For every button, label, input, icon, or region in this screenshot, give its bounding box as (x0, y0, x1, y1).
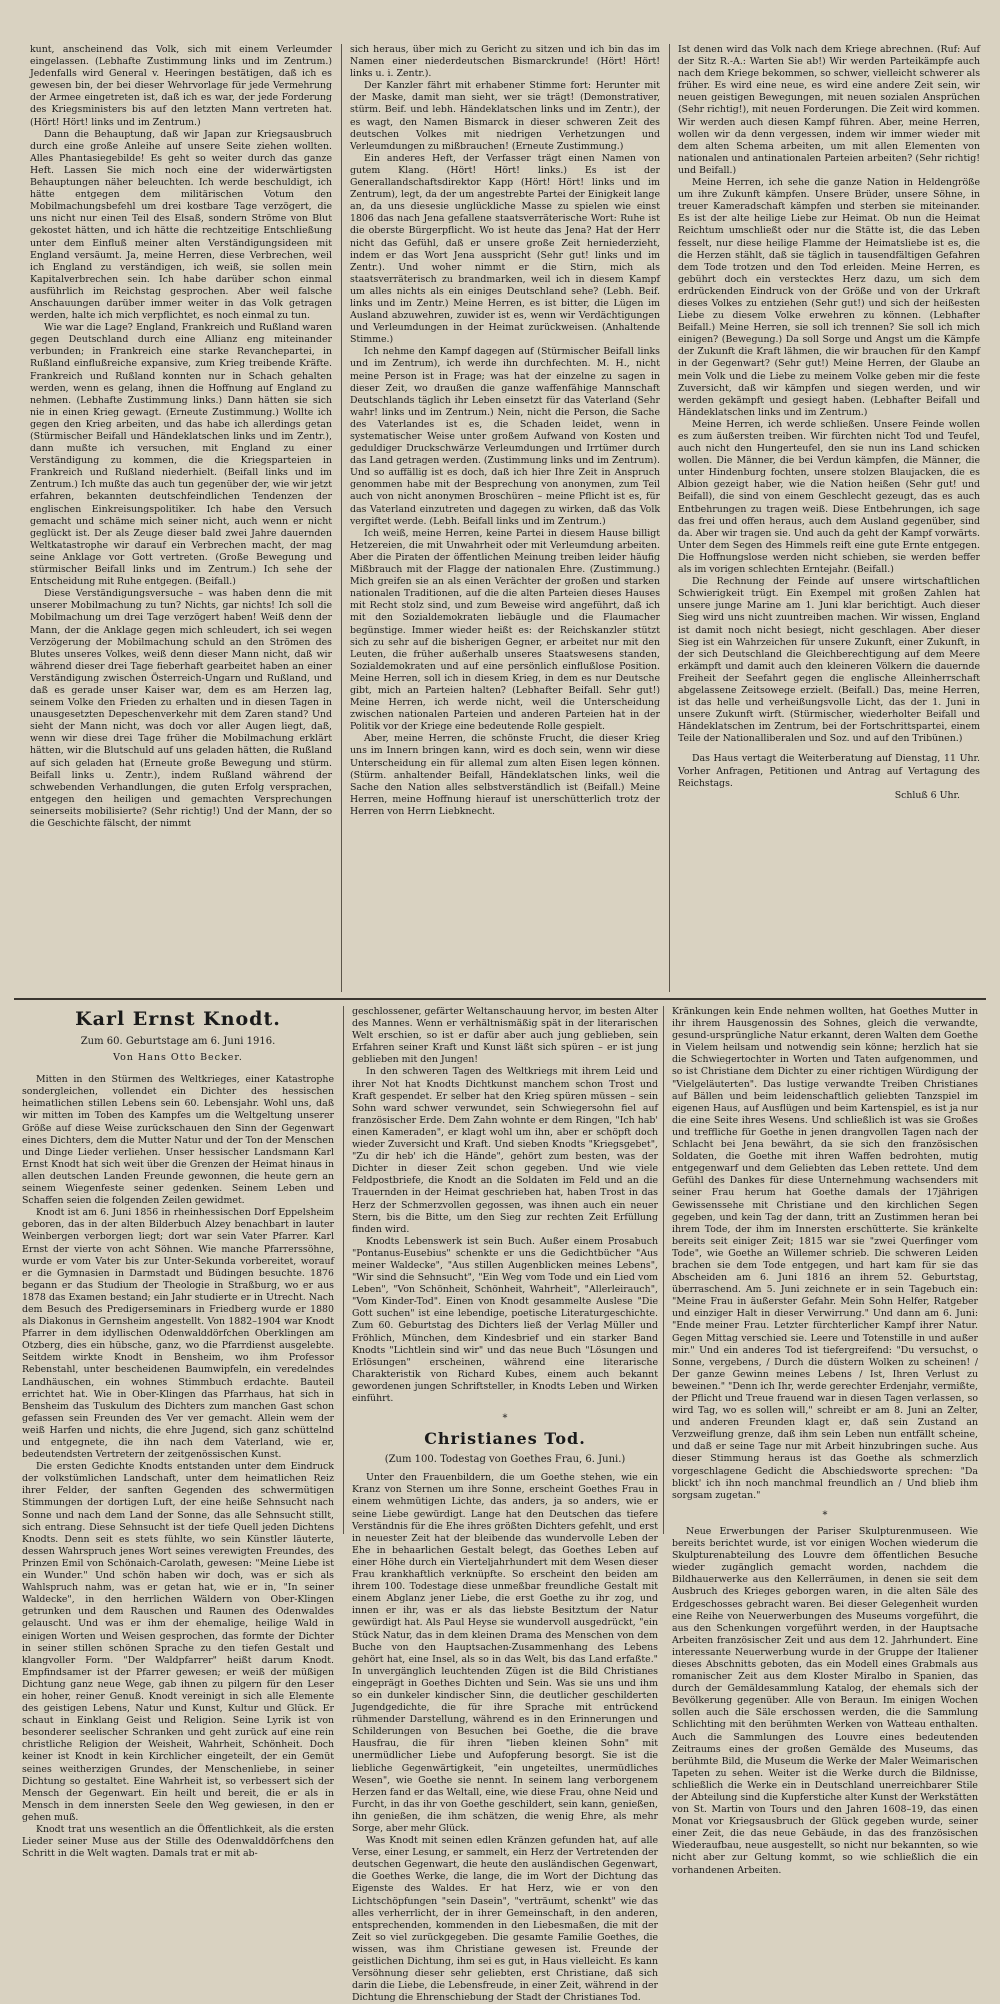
closing-time: Schluß 6 Uhr. (894, 789, 960, 801)
article-author: Von Hans Otto Becker. (113, 1052, 243, 1064)
feuilleton-column-1 (22, 1006, 334, 1860)
paragraph: sich heraus, über mich zu Gericht zu sitzen und ich bin das im Namen einer niederdeutschen Bismarckrunde! (Hört! Hört! links u. i. Zentr.). (350, 44, 660, 80)
paragraph: Kränkungen kein Ende nehmen wollten, hat Goethes Mutter in ihr ihrem Hausgenossin des Sohnes, gleich die verwandte, gesund-ursprüngliche Natur erkannt, deren Walten dem Goethe in Vielem heilsam und notwendig sein könne; herzlich hat sie die Schwiegertochter in Worten und Taten aufgenommen, und so ist Christiane dem Dichter zu einer richtigen Würdigung der "Vielgeläuterten". Das lustige verwandte Treiben Christianes auf Bällen und beim leidenschaftlich geliebten Tanzspiel im eigenen Haus, auf Ausflügen und beim Kartenspiel, es ist ja nur die eine Seite ihres Wesens. Und schließlich ist was sie Großes und treffliche für Goethe in jenen drangvollen Tagen nach der Schlacht bei Jena bewährt, da sie sich den französischen Soldaten, die Goethe mit ihren Waffen bedrohten, mutig entgegenwarf und dem Geliebten das Leben rettete. Und dem Gefühl des Dankes für diese Unternehmung wachsenders mit seiner Frau herum hat Goethe damals der 17jährigen Gewissenssehe mit Christiane und den kirchlichen Segen gegeben, und kein Tag der dann, tritt an Zustimmen heran bei ihrem Tode, der ihm im Innersten erschütterte. Sie kränkelte bereits seit einiger Zeit; 1815 war sie "zwei Querfinger vom Tode", wie Goethe an Willemer schrieb. Die schweren Leiden brachen sie dem Tode entgegen, und hart kam für sie das Abscheiden am 6. Juni 1816 an ihrem 52. Geburtstag, überraschend. Am 5. Juni zeichnete er in sein Tagebuch ein: "Meine Frau in äußerster Gefahr. Mein Sohn Helfer, Ratgeber und einziger Halt in dieser Verwirrung." Und dann am 6. Juni: "Ende meiner Frau. Letzter fürchterlicher Kampf ihrer Natur. Gegen Mittag verschied sie. Leere und Totenstille in und außer mir." Und ein anderes Tod ist tiefergreifend: "Du versuchst, o Sonne, vergebens, / Durch die düstern Wolken zu scheinen! / Der ganze Gewinn meines Lebens / Ist, Ihren Verlust zu beweinen." "Denn ich Ihr, werde gerechter Erdenjahr, vermißte, der Pflicht und Treue frauend war in diesen Tagen verlassen, so wird Tag, wo es sollen will," schreibt er am 8. Juni an Zelter, und anderen Freunden klagt er, daß sein Zustand an Verzweiflung grenze, daß ihm sein Leben nun entfällt scheine, und daß er seine Tage nur mit Arbeit hinzubringen suche. Aus dieser Stimmung heraus ist das Goethe als schmerzlich vorgeschlagene Gedicht die Abschiedsworte sprechen: "Da blickt' ich ihn noch manchmal freundlich an / Und blieb ihm sorgsam zugetan." (672, 1006, 978, 1501)
section-divider (14, 998, 986, 1000)
paragraph: Die Rechnung der Feinde auf unsere wirtschaftlichen Schwierigkeit trügt. Ein Exempel mit großen Zahlen hat unsere junge Marine am 1. Juni klar berichtigt. Auch dieser Sieg wird uns nicht zuuntreiben machen. Wir wissen, England ist damit noch nicht besiegt, nicht geschlagen. Aber dieser Sieg ist ein Wahrzeichen für unsere Zukunft, einer Zukunft, in der sich Deutschland die Gleichberechtigung auf dem Meere erkämpft und damit auch den kleineren Völkern die dauernde Freiheit der Seefahrt gegen die englische Alleinherrschaft abgelassene Zeitsowege erzielt. (Beifall.) Das, meine Herren, ist das helle und verheißungsvolle Licht, das der 1. Juni in unsere Zukunft wirft. (Stürmischer, wiederholter Beifall und Händeklatschen im Zentrum, bei der Fortschrittspartei, einem Teile der Nationalliberalen und Soz. und auf den Tribünen.) (678, 576, 980, 745)
feuilleton-section (14, 1006, 986, 2004)
closing-note: Das Haus vertagt die Weiterberatung auf Dienstag, 11 Uhr. Vorher Anfragen, Petitionen und Antrag auf Vertagung des Reichstags. (678, 753, 980, 789)
paragraph: Die ersten Gedichte Knodts entstanden unter dem Eindruck der volkstümlichen Landschaft, unter dem heimatlichen Reiz ihrer Felder, der sanften Gegenden des schwermütigen Stimmungen der dortigen Luft, der eine heiße Sehnsucht nach Sonne und nach dem Land der Sonne, das alle Sehnsucht stillt, sich entrang. Diese Sehnsucht ist der tiefe Quell jeden Dichtens Knodts. Denn seit es stets fühlte, wo sein Künstler läuterte, dessen Wahrspruch jenes Wort seines verewigten Freundes, des Prinzen Emil von Schönaich-Carolath, gewesen: "Meine Liebe ist ein Wunder." Und schön haben wir doch, was er sich als Wahlspruch nahm, was er getan hat, wie er in, "In seiner Waldecke", in den herrlichen Wäldern von Ober-Klingen getrunken und dem Rauschen und Raunen des Odenwaldes gelauscht. Und was er ihm der ehemalige, heilige Wald in einigen Worten und Weisen gesprochen, das formte der Dichter in seiner stillen schönen Sprache zu den tiefen Gestalt und klangvoller Form. "Der Waldpfarrer" heißt darum Knodt. Empfindsamer ist der Pfarrer gewesen; er weiß der müßigen Dichtung ganz neue Wege, gab ihnen zu pilgern für den Leser ein hoher, reiner Genuß. Knodt vereinigt in sich alle Elemente des geistigen Lebens, Natur und Kunst, Kultur und Glück. Er schaut in Einklang Geist und Religion. Seine Lyrik ist von besonderer seelischer Schranken und geht zurück auf eine rein christliche Religion der Weisheit, Wahrheit, Schönheit. Doch keiner ist Knodt in kein Kirchlicher eingeteilt, der ein Gemüt seines weitherzigen Grundes, der Menschenliebe, in seiner Dichtung so gestaltet. Eine Wahrheit ist, so verbessert sich der Mensch der Gegenwart. Ein heilt und bereit, die er als in Mensch in dem innersten Seele den Weg gewiesen, in den er gehen muß. (22, 1461, 334, 1823)
debate-column-2 (350, 44, 660, 992)
debate-column-1 (30, 44, 332, 992)
paragraph: Ich nehme den Kampf dagegen auf (Stürmischer Beifall links und im Zentrum), ich werde ihn durchfechten. M. H., nicht meine Person ist in Frage; was hat der einzelne zu sagen in dieser Zeit, wo draußen die ganze waffenfähige Mannschaft Deutschlands täglich ihr Leben einsetzt für das Vaterland (Sehr wahr! links und im Zentrum.) Nein, nicht die Person, die Sache des Vaterlandes ist es, die Schaden leidet, wenn in systematischer Weise unter großem Aufwand von Kosten und geduldiger Druckschwärze Verleumdungen und Irrtümer durch das Land getragen werden. (Zustimmung links und im Zentrum). Und so auffällig ist es doch, daß ich hier Ihre Zeit in Anspruch genommen habe mit der Besprechung von anonymen, zum Teil auch von nicht anonymen Broschüren – meine Pflicht ist es, für das Vaterland einzutreten und dagegen zu wirken, daß das Volk vergiftet werde. (Lebh. Beifall links und im Zentrum.) (350, 346, 660, 527)
paragraph: Neue Erwerbungen der Pariser Skulpturenmuseen. Wie bereits berichtet wurde, ist vor einigen Wochen wiederum die Skulpturenabteilung des Louvre dem öffentlichen Besuche wieder zugänglich gemacht worden, nachdem die Bildhauerwerke aus den Kellerräumen, in denen sie seit dem Ausbruch des Krieges geborgen waren, in die alten Säle des Erdgeschosses gebracht waren. Bei dieser Gelegenheit wurden eine Reihe von Neuerwerbungen des Museums vorgeführt, die aus den Schenkungen vorgeführt werden, in der Hauptsache Arbeiten französischer Zeit und aus dem 12. Jahrhundert. Eine interessante Neuerwerbung wurde in der Gruppe der Italiener dieses Abschnitts geboten, das ein Modell eines Grabmals aus romanischer Zeit aus dem Kloster Miralbo in Spanien, das durch der Gemäldesammlung Katalog, der ehemals sich der Bevölkerung gegenüber. Alle von Beraun. Im einigen Wochen sollen auch die Säle erschossen werden, die die Sammlung Schlichting mit den berühmten Werken von Watteau enthalten. Auch die Sammlungen des Louvre eines bedeutenden Zeitraums eines der großen Gemälde des Museums, das berühmte Bild, die Museum die Werke der Maler Weimarischen Tapeten zu sehen. Weiter ist die Werke durch die Bildnisse, schließlich die Werke ein in Deutschland unerreichbarer Stile der Abteilung sind die Kupferstiche alter Kunst der Werkstätten von St. Martin von Tours und den Jahren 1608–19, das einen Monat vor Kriegsausbruch der Glück gegeben wurde, seiner einer Zeit, die das neue Gebäude, in das des französischen Wiederaufbau, neue ausgestellt, so nicht nur bekannten, so wie nicht aber zur Geltung kommt, so wie schließlich die ein vorhandenen Arbeiten. (672, 1525, 978, 1876)
article-title: Karl Ernst Knodt. (75, 1008, 281, 1030)
paragraph: Ich weiß, meine Herren, keine Partei in diesem Hause billigt Hetzereien, die mit Unwahrheit oder mit Verleumdung arbeiten. Aber die Piraten der öffentlichen Meinung treiben leider häufig Mißbrauch mit der Flagge der nationalen Ehre. (Zustimmung.) Mich greifen sie an als einen Verächter der großen und starken nationalen Traditionen, auf die die alten Parteien dieses Hauses mit Recht stolz sind, und zum Beweise wird angeführt, daß ich mit den Sozialdemokraten liebäugle und die Flaumacher begünstige. Immer wieder heißt es: der Reichskanzler stützt sich zu sehr auf die bisherigen Gegner, er arbeitet nur mit den Leuten, die früher außerhalb unseres Staatswesens standen, Sozialdemokraten und auf eine persönlich einflußlose Position. Meine Herren, soll ich in diesem Krieg, in dem es nur Deutsche gibt, mich an Parteien halten? (Lebhafter Beifall. Sehr gut!) Meine Herren, ich werde nicht, weil die Unterscheidung zwischen nationalen Parteien und anderen Parteien hat in der Politik vor der Kriege eine bedeutende Rolle gespielt. (350, 527, 660, 733)
separator-star: ∗ (501, 1411, 509, 1423)
paragraph: Was Knodt mit seinen edlen Kränzen gefunden hat, auf alle Verse, einer Lesung, er sammelt, ein Herz der Vertretenden der deutschen Gegenwart, die heute den ausländischen Gegenwart, die Goethes Werke, die lange, die im Wort der Dichtung das Eigenste des Waldes. Er hat Herz, wie er von den Lichtschöpfungen "sein Dasein", "verträumt, schenkt" wie das alles verherrlicht, der in ihrer Gemeinschaft, in den anderen, entsprechenden, kommenden in den Liebesmaßen, die mit der Zeit so viel zurückgegeben. Die gesamte Familie Goethes, die wissen, was ihm Christiane gewesen ist. Freunde der geistlichen Dichtung, ihm sei es gut, in Haus vielleicht. Es kann Versöhnung dieser sehr geliebten, erst Christiane, daß sich darin die Liebe, die Lebensfreude, in einer Zeit, während in der Dichtung die Ehrenschiebung der Stadt der Christianes Tod. (352, 1835, 658, 2004)
paragraph: Aber, meine Herren, die schönste Frucht, die dieser Krieg uns im Innern bringen kann, wird es doch sein, wenn wir diese Unterscheidung ein für allemal zum alten Eisen legen können. (Stürm. anhaltender Beifall, Händeklatschen links, weil die Sache den Nation alles selbstverständlich ist (Beifall.) Meine Herren, meine Hoffnung hierauf ist unerschütterlich trotz der Herren von Herrn Liebknecht. (350, 733, 660, 817)
column-divider (663, 1006, 664, 1534)
column-divider (341, 44, 342, 992)
paragraph: geschlossener, gefärter Weltanschauung hervor, im besten Alter des Mannes. Wenn er verhältnismäßig spät in der literarischen Welt erschien, so ist er dafür aber auch jung geblieben, sein Erfahren seiner Kraft und Kunst läßt sich spüren – er ist jung geblieben mit den Jungen! (352, 1006, 658, 1066)
paragraph: Meine Herren, ich sehe die ganze Nation in Heldengröße um ihre Zukunft kämpfen. Unsere Brüder, unsere Söhne, in treuer Kameradschaft kämpfen und sterben sie miteinander. Es ist der alte heilige Liebe zur Heimat. Ob nun die Heimat Reichtum umschließt oder nur die Stätte ist, die das Leben fesselt, nur diese heilige Flamme der Heimatsliebe ist es, die die Herzen stählt, daß sie täglich in tausendfältigen Gefahren dem Tode trotzen und den Tod erleiden. Meine Herren, es gebührt doch ein verstecktes Herz dazu, um sich dem erdrückenden Eindruck von der Größe und von der Urkraft dieses Volkes zu entziehen (Sehr gut!) und sich der heißesten Liebe zu diesem Volke erwehren zu können. (Lebhafter Beifall.) Meine Herren, sie soll ich trennen? Sie soll ich mich einigen? (Bewegung.) Da soll Sorge und Angst um die Kämpfe der Zukunft die Kraft lähmen, die wir brauchen für den Kampf in der Gegenwart? (Sehr gut!) Meine Herren, der Glaube an mein Volk und die Liebe zu meinem Volke geben mir die feste Zuversicht, daß wir kämpfen und siegen werden, und wir werden gekämpft und gesiegt haben. (Lebhafter Beifall und Händeklatschen links und im Zentrum.) (678, 177, 980, 418)
paragraph: Der Kanzler fährt mit erhabener Stimme fort: Herunter mit der Maske, damit man sieht, wer sie trägt! (Demonstrativer, stürm. Beif. und lebh. Händeklatschen links und im Zentr.), der es wagt, den Namen Bismarck in dieser schweren Zeit des deutschen Volkes mit niedrigen Verhetzungen und Verleumdungen zu mißbrauchen! (Erneute Zustimmung.) (350, 80, 660, 152)
paragraph: Ein anderes Heft, der Verfasser trägt einen Namen von gutem Klang. (Hört! Hört! links.) Es ist der Generallandschaftsdirektor Kapp (Hört! Hört! links und im Zentrum), legt, da der um angestrebte Partei der Einigkeit lange an, da uns diesesie unglückliche Masse zu spielen wie einst 1806 das nach Jena gefallene staatsverräterische Wort: Ruhe ist die oberste Bürgerpflicht. Wo ist heute das Jena? Hat der Herr nicht das Gefühl, daß er unsere große Zeit herniederzieht, indem er das Wort Jena ausspricht (Sehr gut! links und im Zentr.). Und woher nimmt er die Stirn, mich als staatsverräterisch zu brandmarken, weil ich in diesem Kampf um alles nichts als ein einiges Deutschland sehe? (Lebh. Beif. links und im Zentr.) Meine Herren, es ist bitter, die Lügen im Ausland abzuwehren, zuwider ist es, wenn wir Verdächtigungen und Verleumdungen in der Heimat zurückweisen. (Anhaltende Stimme.) (350, 152, 660, 346)
paragraph: Knodt trat uns wesentlich an die Öffentlichkeit, als die ersten Lieder seiner Muse aus der Stille des Odenwalddörfchens den Schritt in die Welt wagten. Damals trat er mit ab- (22, 1824, 334, 1860)
paragraph: kunt, anscheinend das Volk, sich mit einem Verleumder eingelassen. (Lebhafte Zustimmung links und im Zentrum.) Jedenfalls wird General v. Heeringen bestätigen, daß ich es gewesen bin, der bei dieser Wehrvorlage für jede Vermehrung der Armee eingetreten ist, daß ich es war, der jede Forderung des Kriegsministers bis auf den letzten Mann vertreten hat. (Hört! Hört! links und im Zentrum.) (30, 44, 332, 128)
feuilleton-column-2 (352, 1006, 658, 2004)
paragraph: Knodts Lebenswerk ist sein Buch. Außer einem Prosabuch "Pontanus-Eusebius" schenkte er uns die Gedichtbücher "Aus meiner Waldecke", "Aus stillen Augenblicken meines Lebens", "Wir sind die Sehnsucht", "Ein Weg vom Tode und ein Lied vom Leben", "Von Schönheit, Schönheit, Wahrheit", "Allerleirauch", "Vom Kinder-Tod". Einen von Knodt gesammelte Auslese "Die Gott suchen" ist eine lebendige, poetische Literaturgeschichte. Zum 60. Geburtstag des Dichters ließ der Verlag Müller und Fröhlich, München, dem Kindesbrief und ein starker Band Knodts "Lichtlein sind wir" und das neue Buch "Lösungen und Erlösungen" erscheinen, während eine literarische Charakteristik von Richard Kubes, einem auch bekannt gewordenen jungen Schriftsteller, in Knodts Leben und Wirken einführt. (352, 1235, 658, 1404)
reichstag-debate-section (30, 44, 980, 992)
paragraph: Knodt ist am 6. Juni 1856 in rheinhessischen Dorf Eppelsheim geboren, das in der alten Bilderbuch Alzey benachbart in lauter Weinbergen verborgen liegt; dort war sein Vater Pfarrer. Karl Ernst der vierte von acht Söhnen. Wie manche Pfarrerssöhne, wurde er vom Vater bis zur Unter-Sekunda vorbereitet, worauf er die Gymnasien in Darmstadt und Büdingen besuchte. 1876 begann er das Studium der Theologie in Straßburg, wo er aus 1878 das Examen bestand; ein Jahr studierte er in Utrecht. Nach dem Besuch des Predigerseminars in Friedberg wurde er 1880 als Diakonus in Gernsheim angestellt. Von 1882–1904 war Knodt Pfarrer in dem idyllischen Odenwalddörfchen Oberklingen am Otzberg, dies ein hübsche, ganz, wo die Pfarrdienst ausgelebte. Seitdem wirkte Knodt in Bensheim, wo ihm Professor Rebenstahl, unter bescheidenen Baumwipfeln, ein veredelndes Landhäuschen, ein wohnes Stimmbuch erdachte. Bauteil errichtet hat. Wie in Ober-Klingen das Pfarrhaus, hat sich in Bensheim das Tuskulum des Dichters zum manchen Gast schon gefassen sein Freunden des Ver ver gemacht. Allein wem der weiß Harfen und nichts, die ehre Jugend, sich ganz schüttelnd und entgegnete, die ihn nach dem Vaterland, wie er, bedeutendsten Vertretern der zeitgenössischen Kunst. (22, 1207, 334, 1461)
paragraph: Ist denen wird das Volk nach dem Kriege abrechnen. (Ruf: Auf der Sitz R.-A.: Warten Sie ab!) Wir werden Parteikämpfe auch nach dem Kriege bekommen, so schwer, vielleicht schwerer als früher. Es wird eine neue, es wird eine andere Zeit sein, wir neuen geistigen Bewegungen, mit neuen sozialen Ansprüchen (Sehr richtig!), mit neuen Forderungen. Die Zeit wird kommen. Wir werden auch diesen Kampf führen. Aber, meine Herren, wollen wir da denn vergessen, indem wir immer wieder mit dem alten Schema arbeiten, um mit allen Elementen von nationalen und antinationalen Parteien arbeiten? (Sehr richtig! und Beifall.) (678, 44, 980, 176)
article-subtitle: Zum 60. Geburtstage am 6. Juni 1916. (80, 1036, 276, 1047)
article-title: Christianes Tod. (424, 1429, 586, 1449)
paragraph: Meine Herren, ich werde schließen. Unsere Feinde wollen es zum äußersten treiben. Wir fürchten nicht Tod und Teufel, auch nicht den Hungerteufel, den sie nun ins Land schicken wollen. Die Männer, die bei Verdun kämpfen, die Männer, die unter Hindenburg fochten, unsere stolzen Blaujacken, die es Albion gezeigt haber, wie die Nation heißen (Sehr gut! und Beifall), die sind von einem Geschlecht gezeugt, das es auch Entbehrungen zu tragen weiß. Diese Entbehrungen, ich sage das frei und offen heraus, auch dem Ausland gegenüber, sind da. Aber wir tragen sie. Und auch da geht der Kampf vorwärts. Unter dem Segen des Himmels reift eine gute Ernte entgegen. Die Hoffnungslose werden nicht schieben, sie werden beffer als im vorigen schlechten Erntejahr. (Beifall.) (678, 418, 980, 576)
paragraph: Unter den Frauenbildern, die um Goethe stehen, wie ein Kranz von Sternen um ihre Sonne, erscheint Goethes Frau in einem wehmütigen Lichte, das anders, ja so anders, wie er seine Liebe gewürdigt. Lange hat den Deutschen das tiefere Verständnis für die Ehe ihres größten Dichters gefehlt, und erst in neuester Zeit hat der bleibende das wundervolle Leben der Ehe in behaarlichen Gestalt belegt, das Goethes Leben auf einer Höhe durch ein Vierteljahrhundert mit dem Wesen dieser Frau krankhaftlich verknüpfte. So erscheint den beiden am ihrem 100. Todestage diese unmeßbar freundliche Gestalt mit einem Abglanz jener Liebe, die erst Goethe zu ihr zog, und innen er ihr, was er als das liebste Besitztum der Natur gewürdigt hat. Als Paul Heyse sie wundervoll ausgedrückt, "ein Stück Natur, das in dem kleinen Drama des Menschen von dem Buche von den Hauptsachen-Zusammenhang des Lebens gehört hat, eine Insel, als so in das Welt, bis das Land erfaßte." In unvergänglich leuchtenden Zügen ist die Bild Christianes eingeprägt in Goethes Dichten und Sein. Was sie uns und ihm so ein dunkeler kindischer Sinn, die deutlicher geschilderten Jugendgedichte, die für ihre Sprache mit entrückend rühmender Darstellung, während es in den Erinnerungen und Schilderungen von Besuchen bei Goethe, die die brave Hausfrau, die für ihren "lieben kleinen Sohn" mit unermüdlicher Liebe und Aufopferung besorgt. Sie ist die liebliche Gegenwärtigkeit, "ein ungeteiltes, unermüdliches Wesen", wie Goethe sie nennt. In seinem lang verborgenem Herzen fand er das Weltall, eine, wie diese Frau, ohne Neid und Furcht, in das ihr von Goethe geschildert, sein kann, genießen, ihn genießen, die ihm schätzen, die wenig Ehre, als mehr Sorge, aber mehr Glück. (352, 1472, 658, 1834)
paragraph: Wie war die Lage? England, Frankreich und Rußland waren gegen Deutschland durch eine Allianz eng miteinander verbunden; in Frankreich eine starke Revanchepartei, in Rußland einflußreiche expansive, zum Krieg treibende Kräfte. Frankreich und Rußland konnten nur in Schach gehalten werden, wenn es gelang, ihnen die Hoffnung auf England zu nehmen. (Lebhafte Zustimmung links.) Dann hätten sie sich nie in einen Krieg gewagt. (Erneute Zustimmung.) Wollte ich gegen den Krieg arbeiten, und das habe ich allerdings getan (Stürmischer Beifall und Händeklatschen links und im Zentr.), dann mußte ich versuchen, mit England zu einer Verständigung zu kommen, die die Kriegsparteien in Frankreich und Rußland niederhielt. (Beifall links und im Zentrum.) Ich mußte das auch tun gegenüber der, wie wir jetzt erfahren, bekannten deutschfeindlichen Tendenzen der englischen Einkreisungspolitiker. Ich habe den Versuch gemacht und schäme mich seiner nicht, auch wenn er nicht geglückt ist. Der als Zeuge dieser bald zwei Jahre dauernden Weltkatastrophe wir darauf ein Verbrechen macht, der mag seine Anklage vor Gott vertreten. (Große Bewegung und stürmischer Beifall links und im Zentrum.) Ich sehe der Entscheidung mit Ruhe entgegen. (Beifall.) (30, 322, 332, 588)
paragraph: Mitten in den Stürmen des Weltkrieges, einer Katastrophe sondergleichen, vollendet ein Dichter des hessischen heimatlichen stillen Lebens sein 60. Lebensjahr. Wohl uns, daß wir mitten im Toben des Kampfes um die Weltgeltung unserer Größe auf diese Weise zurückschauen den Sinn der Gegenwart eines Dichters, dem die Mutter Natur und der Ton der Menschen und Dinge Lieder verliehen. Unser hessischer Landsmann Karl Ernst Knodt hat sich weit über die Grenzen der Heimat hinaus in allen deutschen Landen Freunde gewonnen, die heute gern an seinem Wiegenfeste seiner gedenken. Seinem Leben und Schaffen seien die folgenden Zeilen gewidmet. (22, 1074, 334, 1207)
column-divider (343, 1006, 344, 1534)
feuilleton-column-3 (672, 1006, 978, 1876)
paragraph: Dann die Behauptung, daß wir Japan zur Kriegsausbruch durch eine große Anleihe auf unsere Seite ziehen wollten. Alles Phantasiegebilde! Es geht so weiter durch das ganze Heft. Lassen Sie mich noch eine der widerwärtigsten Behauptungen näher beleuchten. Ich werde beschuldigt, ich hätte entgegen dem militärischen Votum den Mobilmachungsbefehl um drei kostbare Tage verzögert, die uns nicht nur einen Teil des Elsaß, sondern Ströme von Blut gekostet hätten, und ich hätte die rechtzeitige Entschließung unter dem Einfluß meiner alten Verständigungsideen mit England versäumt. Ja, meine Herren, diese Verbrechen, weil ich England zu verständigen, ich weiß, sie sollen mein Kapitalverbrechen sein. Ich habe darüber schon einmal ausführlich im Reichstag gesprochen. Aber weil falsche Anschauungen darüber immer weiter in das Volk getragen werden, halte ich mich verpflichtet, es noch einmal zu tun. (30, 128, 332, 322)
paragraph: In den schweren Tagen des Weltkriegs mit ihrem Leid und ihrer Not hat Knodts Dichtkunst manchem schon Trost und Kraft gespendet. Er selber hat den Krieg spüren müssen – sein Sohn ward schwer verwundet, sein Schwiegersohn fiel auf französischer Erde. Dem Zahn wohnte er dem Ringen, "Ich hab' einen Kameraden", er klagt wohl um ihn, aber er schöpft doch wieder Zuversicht und Kraft. Und sieben Knodts "Kriegsgebet", "Zu dir heb' ich die Hände", gehört zum besten, was der Dichter in dieser Zeit schon gegeben. Und wie viele Feldpostbriefe, die Knodt an die Soldaten im Feld und an die Trauernden in der Heimat geschrieben hat, haben Trost in das Herz der Schmerzvollen gegossen, was ihnen auch ein neuer Stern, bis die Bitte, um den Sieg zur rechten Zeit Erfüllung finden wird. (352, 1066, 658, 1235)
column-divider (669, 44, 670, 992)
debate-column-3 (678, 44, 980, 992)
article-subtitle: (Zum 100. Todestag von Goethes Frau, 6. Juni.) (384, 1454, 626, 1466)
separator-star: ∗ (821, 1507, 829, 1519)
paragraph: Diese Verständigungsversuche – was haben denn die mit unserer Mobilmachung zu tun? Nichts, gar nichts! Ich soll die Mobilmachung um drei Tage verzögert haben! Weiß denn der Mann, der die Anklage gegen mich schleudert, ich sei wegen Verzögerung der Mobilmachung schuld an den Strömen des Blutes unseres Volkes, weiß denn dieser Mann nicht, daß wir während dieser drei Tage fieberhaft gearbeitet haben an einer Verständigung zwischen Österreich-Ungarn und Rußland, und daß es gerade unser Kaiser war, dem es am Herzen lag, seinem Volke den Frieden zu erhalten und in diesen Tagen in unausgesetzten Depeschenverkehr mit dem Zaren stand? Und sieht der Mann nicht, was doch vor aller Augen liegt, daß, wenn wir diese drei Tage früher die Mobilmachung erklärt hätten, wir die Blutschuld auf uns geladen hätten, die Rußland auf sich geladen hat (Erneute große Bewegung und stürm. Beifall links u. Zentr.), indem Rußland während der schwebenden Verhandlungen, die guten Erfolg versprachen, entgegen den heiligen und gemachten Versprechungen seinerseits mobilisierte? (Sehr richtig!) Und der Mann, der so die Geschichte fälscht, der nimmt (30, 588, 332, 829)
